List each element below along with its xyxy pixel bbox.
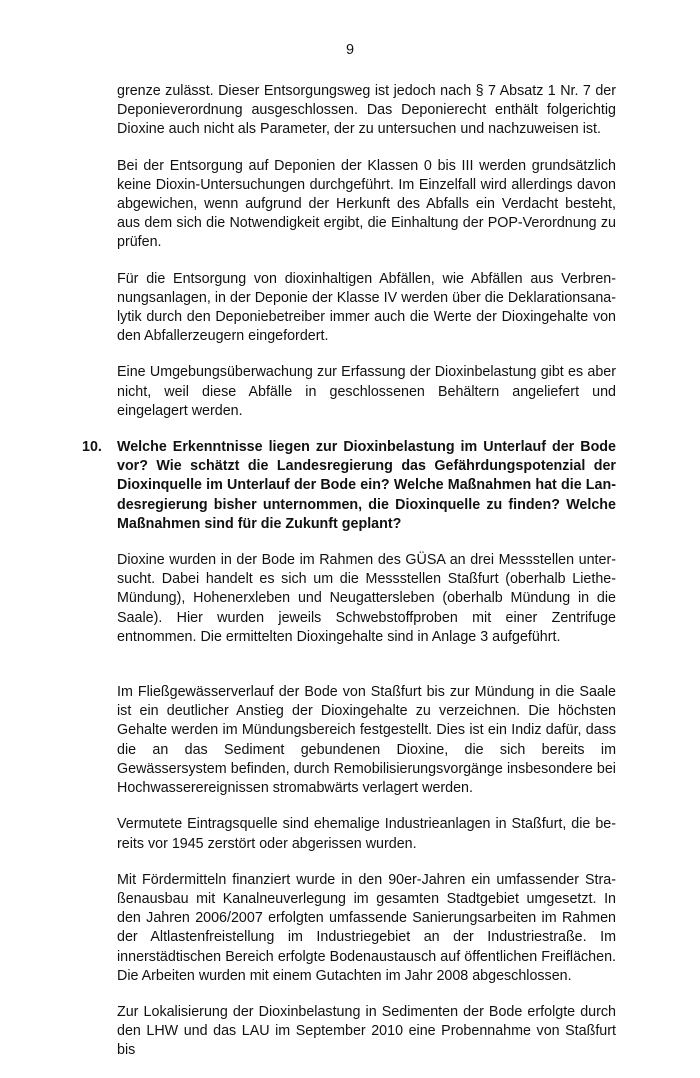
- paragraph-suspected-source: Vermutete Eintragsquelle sind ehemalige Industrieanlagen in Staßfurt, die bereits vor 1945 zerstört oder abgerissen wurden.: [117, 816, 616, 852]
- paragraph-measuring-stations: Dioxine wurden in der Bode im Rahmen des GÜSA an drei Messstellen untersucht. Dabei handelt es sich um die Messstellen Staßfurt (oberhalb LietheMündung), Hohenerxleben und Neugattersleben (oberhalb Mündung in die Saale). Hier wurden jeweils Schwebstoffproben mit einer Zentrifuge entnommen. Die ermittelten Dioxingehalte sind in Anlage 3 aufgeführt.: [117, 552, 616, 645]
- question-10: [82, 438, 616, 534]
- document-body: [82, 82, 616, 1078]
- page-number: 9: [345, 42, 355, 58]
- paragraph-localization: Zur Lokalisierung der Dioxinbelastung in Sedimenten der Bode erfolgte durch den LHW und das LAU im September 2010 eine Probennahme von Staßfurt bis: [117, 1003, 616, 1059]
- paragraph-landfill-regulation: grenze zulässt. Dieser Entsorgungsweg ist jedoch nach § 7 Absatz 1 Nr. 7 der Deponieverordnung ausgeschlossen. Das Deponierecht enthält folgerichtig Dioxine auch nicht als Parameter, der zu untersuchen und nachzuweisen ist.: [117, 83, 616, 138]
- question-number: 10.: [82, 439, 102, 456]
- paragraph-remediation: Mit Fördermitteln finanziert wurde in den 90er-Jahren ein umfassender Straßenausbau mit Kanalneuverlegung im gesamten Stadtgebiet umgesetzt. In den Jahren 2006/2007 erfolgten umfassende Sanierungsarbeiten im Rahmen der Altlastenfreistellung im Industriegebiet an der Industriestraße. Im innerstädtischen Bereich erfolgte Bodenaustausch auf öffentlichen Freiflächen. Die Arbeiten wurden mit einem Gutachten im Jahr 2008 abgeschlossen.: [117, 871, 616, 984]
- paragraph-environmental-monitoring: Eine Umgebungsüberwachung zur Erfassung der Dioxinbelastung gibt es aber nicht, weil diese Abfälle in geschlossenen Behältern angeliefert und eingelagert werden.: [117, 364, 616, 419]
- paragraph-landfill-classes: Bei der Entsorgung auf Deponien der Klassen 0 bis III werden grundsätzlich keine Dioxin-Untersuchungen durchgeführt. Im Einzelfall wird allerdings davon abgewichen, wenn aufgrund der Herkunft des Abfalls ein Verdacht besteht, aus dem sich die Notwendigkeit ergibt, die Einhaltung der POP-Verordnung zu prüfen.: [117, 157, 616, 251]
- question-text: Welche Erkenntnisse liegen zur Dioxinbelastung im Unterlauf der Bode vor? Wie schätzt die Landesregierung das Gefährdungspotenzial der Dioxinquelle im Unterlauf der Bode ein? Welche Maßnahmen hat die Landesregierung bisher unternommen, die Dioxinquelle zu finden? Welche Maßnahmen sind für die Zukunft geplant?: [117, 439, 616, 532]
- paragraph-class-iv-disposal: Für die Entsorgung von dioxinhaltigen Abfällen, wie Abfällen aus Verbrennungsanlagen, in der Deponie der Klasse IV werden über die Deklarationsanalytik durch den Deponiebetreiber immer auch die Werte der Dioxingehalte von den Abfallerzeugern eingefordert.: [117, 270, 616, 345]
- paragraph-dioxin-increase: Im Fließgewässerverlauf der Bode von Staßfurt bis zur Mündung in die Saale ist ein deutlicher Anstieg der Dioxingehalte zu verzeichnen. Die höchsten Gehalte werden im Mündungsbereich festgestellt. Dies ist ein Indiz dafür, dass die an das Sediment gebundenen Dioxine, die sich bereits im Gewässersystem befinden, durch Remobilisierungsvorgänge insbesondere bei Hochwasserereignissen stromabwärts verlagert werden.: [117, 684, 616, 797]
